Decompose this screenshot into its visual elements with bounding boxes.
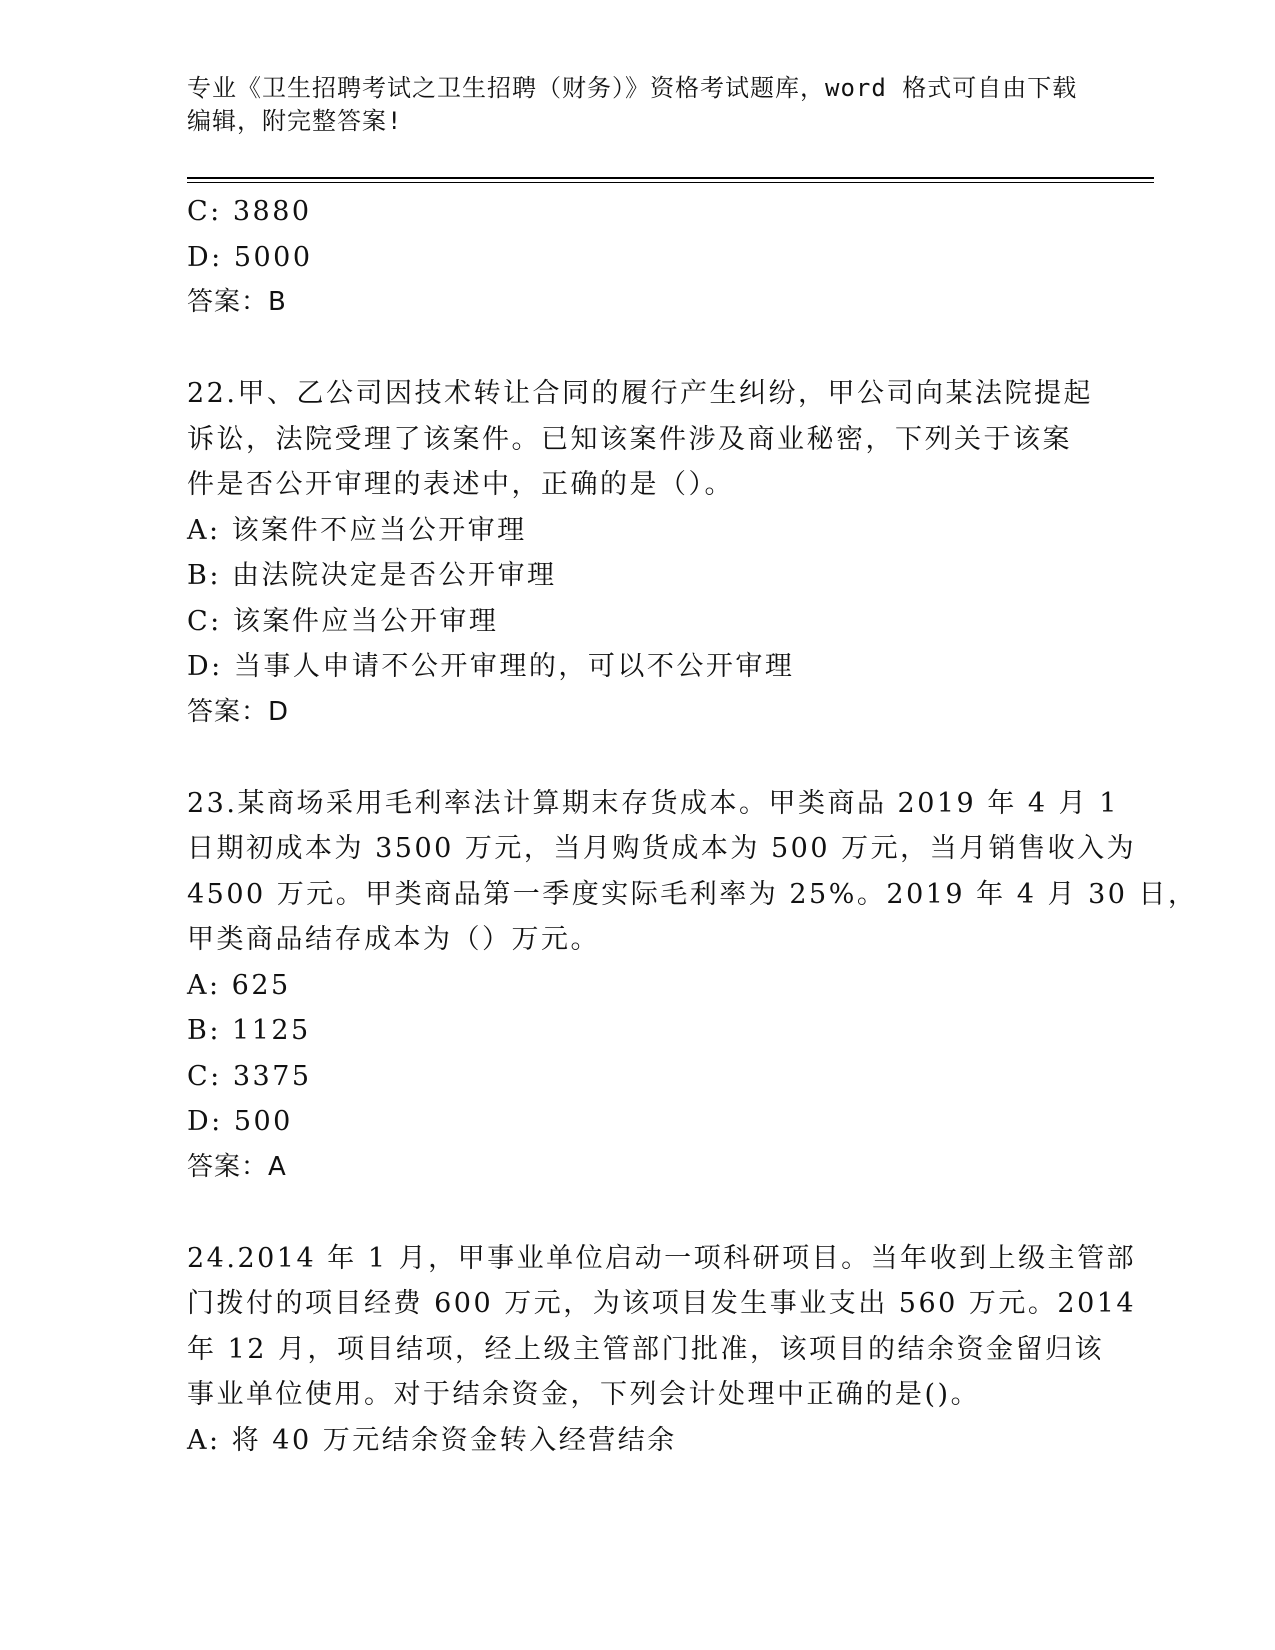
option-a: A: 625 [187,969,291,1001]
option-b: B: 1125 [187,1015,311,1046]
question-stem-line: 甲类商品结存成本为（）万元。 [187,924,600,955]
question-stem-line: 23.某商场采用毛利率法计算期末存货成本。甲类商品 2019 年 4 月 1 [187,787,1119,819]
question-stem-line: 年 12 月，项目结项，经上级主管部门批准，该项目的结余资金留归该 [187,1333,1105,1365]
option-b: B: 由法院决定是否公开审理 [187,560,557,591]
header-divider-thick [187,177,1154,179]
answer-line: 答案：D [187,696,290,727]
question-21-tail [187,189,1087,326]
question-stem-line: 诉讼，法院受理了该案件。已知该案件涉及商业秘密，下列关于该案 [187,423,1072,455]
header-divider-thin [187,182,1154,183]
option-a: A: 将 40 万元结余资金转入经营结余 [187,1424,677,1456]
question-24 [187,1236,1137,1464]
spacer [187,326,1087,372]
header-line-1: 专业《卫生招聘考试之卫生招聘（财务）》资格考试题库，word 格式可自由下载 [187,74,1078,102]
option-d: D: 500 [187,1106,293,1137]
option-c: C: 该案件应当公开审理 [187,605,499,637]
option-a: A: 该案件不应当公开审理 [187,514,527,546]
question-stem-line: 日期初成本为 3500 万元，当月购货成本为 500 万元，当月销售收入为 [187,833,1137,864]
answer-line: 答案：B [187,287,287,317]
option-d: D: 当事人申请不公开审理的，可以不公开审理 [187,651,795,682]
question-stem-line: 24.2014 年 1 月，甲事业单位启动一项科研项目。当年收到上级主管部 [187,1242,1137,1274]
question-stem-line: 件是否公开审理的表述中，正确的是（）。 [187,469,734,500]
option-c: C: 3375 [187,1060,312,1092]
question-stem-line: 4500 万元。甲类商品第一季度实际毛利率为 25%。2019 年 4 月 30 日， [187,878,1198,910]
question-23 [187,781,1198,1191]
option-d: D: 5000 [187,241,313,273]
question-22 [187,371,1093,735]
document-header [187,72,1107,138]
spacer [187,1190,1087,1236]
question-content [187,189,1198,1463]
answer-line: 答案：A [187,1151,287,1182]
header-line-2: 编辑，附完整答案! [187,107,403,135]
option-c: C: 3880 [187,196,312,227]
question-stem-line: 事业单位使用。对于结余资金，下列会计处理中正确的是()。 [187,1379,981,1410]
question-stem-line: 22.甲、乙公司因技术转让合同的履行产生纠纷，甲公司向某法院提起 [187,378,1093,409]
spacer [187,735,1087,781]
question-stem-line: 门拨付的项目经费 600 万元，为该项目发生事业支出 560 万元。2014 [187,1288,1137,1319]
